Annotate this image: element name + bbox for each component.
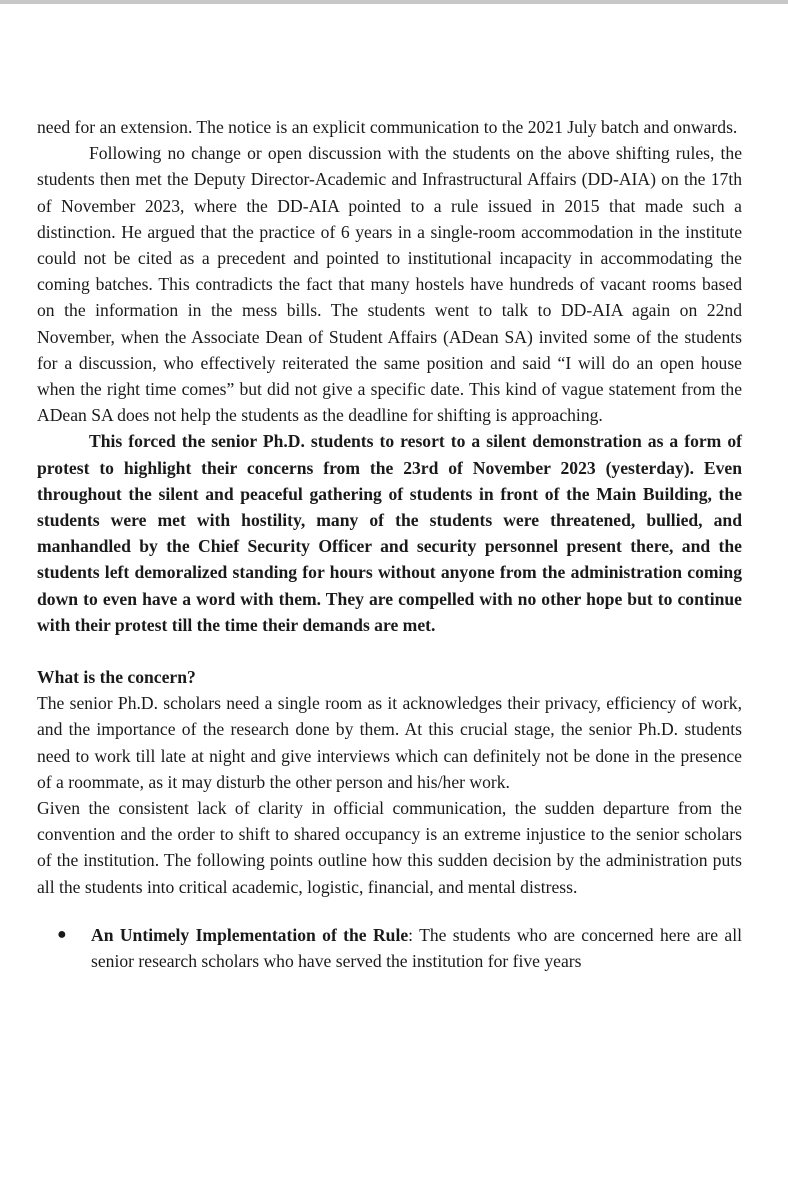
paragraph-single-room-need: The senior Ph.D. scholars need a single room as it acknowledges their privacy, efficiency of work, and the importance of the research done by them. At this crucial stage, the senior Ph.D. students need to work till late at night and give interviews which can definitely not be done in the presence of a roommate, as it may disturb the other person and his/her work.	[37, 693, 742, 792]
concern-bullet-list	[37, 922, 742, 974]
list-item	[57, 922, 742, 974]
page-top-border	[0, 0, 788, 4]
section-spacer	[37, 638, 742, 664]
document-page	[37, 114, 742, 974]
paragraph-injustice: Given the consistent lack of clarity in official communication, the sudden departure from the convention and the order to shift to shared occupancy is an extreme injustice to the senior scholars of the institution. The following points outline how this sudden decision by the administration puts all the students into critical academic, logistic, financial, and mental distress.	[37, 798, 742, 897]
paragraph-silent-demonstration: This forced the senior Ph.D. students to resort to a silent demonstration as a form of protest to highlight their concerns from the 23rd of November 2023 (yesterday). Even throughout the silent and peaceful gathering of students in front of the Main Building, the students were met with hostility, many of the students were threatened, bullied, and manhandled by the Chief Security Officer and security personnel present there, and the students left demoralized standing for hours without anyone from the administration coming down to even have a word with them. They are compelled with no other hope but to continue with their protest till the time their demands are met.	[37, 431, 742, 635]
bullet-title: An Untimely Implementation of the Rule	[91, 924, 409, 945]
bullet-dot-icon: ●	[57, 925, 67, 943]
paragraph-extension-notice: need for an extension. The notice is an explicit communication to the 2021 July batch and onwards.	[37, 117, 738, 137]
heading-what-is-the-concern: What is the concern?	[37, 667, 196, 688]
bullet-text: : The students who are concerned here are all senior research scholars who have served the institution for five years	[91, 924, 742, 972]
paragraph-dd-aia-meeting: Following no change or open discussion with the students on the above shifting rules, the students then met the Deputy Director-Academic and Infrastructural Affairs (DD-AIA) on the 17th of November 2023, where the DD-AIA pointed to a rule issued in 2015 that made such a distinction. He argued that the practice of 6 years in a single-room accommodation in the institute could not be cited as a precedent and pointed to institutional incapacity in accommodating the coming batches. This contradicts the fact that many hostels have hundreds of vacant rooms based on the information in the mess bills. The students went to talk to DD-AIA again on 22nd November, when the Associate Dean of Student Affairs (ADean SA) invited some of the students for a discussion, who effectively reiterated the same position and said “I will do an open house when the right time comes” but did not give a specific date. This kind of vague statement from the ADean SA does not help the students as the deadline for shifting is approaching.	[37, 143, 742, 426]
